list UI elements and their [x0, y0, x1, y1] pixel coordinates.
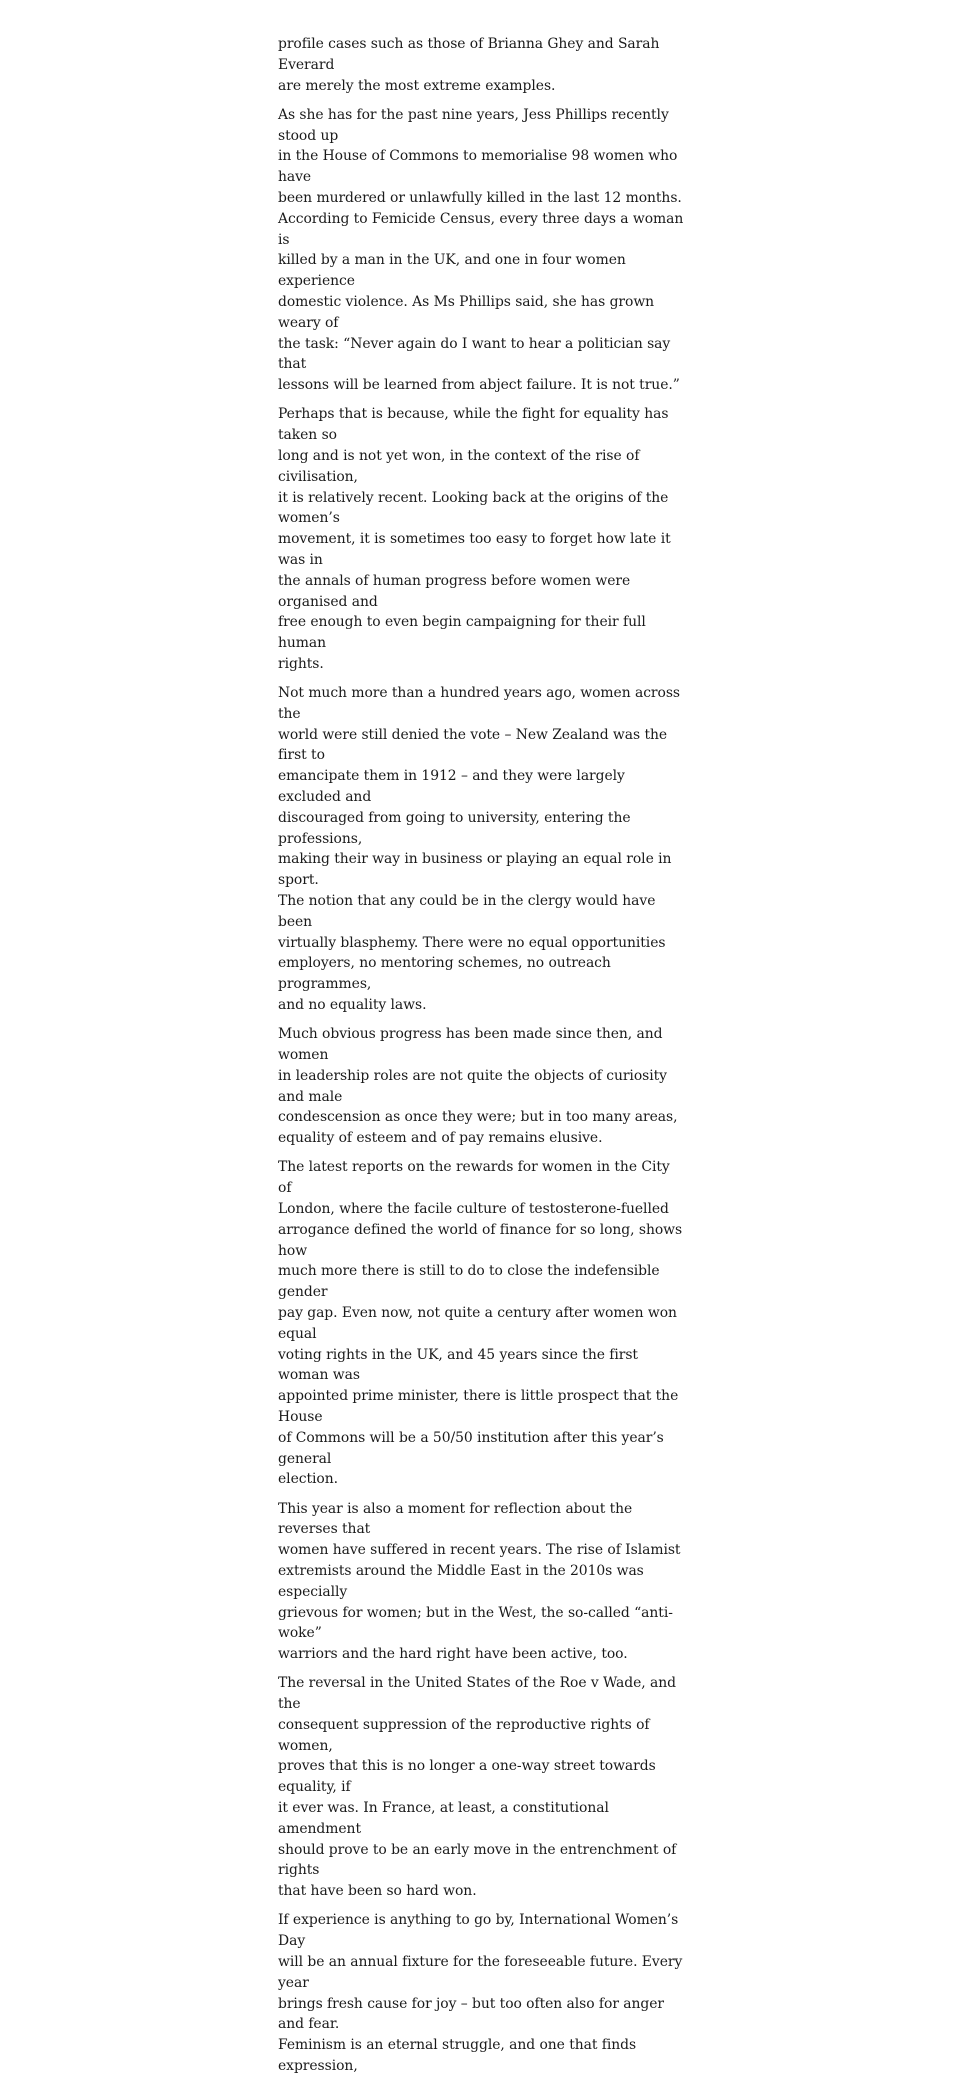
- article-body: [278, 34, 686, 2085]
- article-paragraph: Much obvious progress has been made since then, and women in leadership roles are not quite the objects of curiosity and male condescension as once they were; but in too many areas, equality of esteem and of pay remains elusive.: [278, 1026, 678, 1147]
- article-paragraph: This year is also a moment for reflection about the reverses that women have suffered in recent years. The rise of Islamist extremists around the Middle East in the 2010s was especially grievous for women; but in the West, the so-called “anti-woke” warriors and the hard right have been active, too.: [278, 1500, 681, 1663]
- article-paragraph: Perhaps that is because, while the fight for equality has taken so long and is not yet won, in the context of the rise of civilisation, it is relatively recent. Looking back at the origins of the women’s movement, it is sometimes too easy to forget how late it was in the annals of human progress before women were organised and free enough to even begin campaigning for their full human rights.: [278, 406, 671, 672]
- article-paragraph: profile cases such as those of Brianna Ghey and Sarah Everard are merely the most extreme examples.: [278, 36, 660, 94]
- article-paragraph: The reversal in the United States of the Roe v Wade, and the consequent suppression of the reproductive rights of women, proves that this is no longer a one-way street towards equality, if it ever was. In France, at least, a constitutional amendment should prove to be an early move in the entrenchment of rights that have been so hard won.: [278, 1675, 677, 1900]
- article-paragraph: As she has for the past nine years, Jess Phillips recently stood up in the House of Commons to memorialise 98 women who have been murdered or unlawfully killed in the last 12 months. According to Femicide Census, every three days a woman is killed by a man in the UK, and one in four women experience domestic violence. As Ms Phillips said, she has grown weary of the task: “Never again do I want to hear a politician say that lessons will be learned from abject failure. It is not true.”: [278, 106, 684, 394]
- article-paragraph: Not much more than a hundred years ago, women across the world were still denied the vote – New Zealand was the first to emancipate them in 1912 – and they were largely excluded and discouraged from going to university, entering the professions, making their way in business or playing an equal role in sport. The notion that any could be in the clergy would have been virtually blasphemy. There were no equal opportunities employers, no mentoring schemes, no outreach programmes, and no equality laws.: [278, 685, 680, 1014]
- article-paragraph: If experience is anything to go by, International Women’s Day will be an annual fixture for the foreseeable future. Every year brings fresh cause for joy – but too often also for anger and fear. Feminism is an eternal struggle, and one that finds expression,: [278, 1912, 683, 2075]
- article-paragraph: The latest reports on the rewards for women in the City of London, where the facile culture of testosterone-fuelled arrogance defined the world of finance for so long, shows how much more there is still to do to close the indefensible gender pay gap. Even now, not quite a century after women won equal voting rights in the UK, and 45 years since the first woman was appointed prime minister, there is little prospect that the House of Commons will be a 50/50 institution after this year’s general election.: [278, 1159, 683, 1488]
